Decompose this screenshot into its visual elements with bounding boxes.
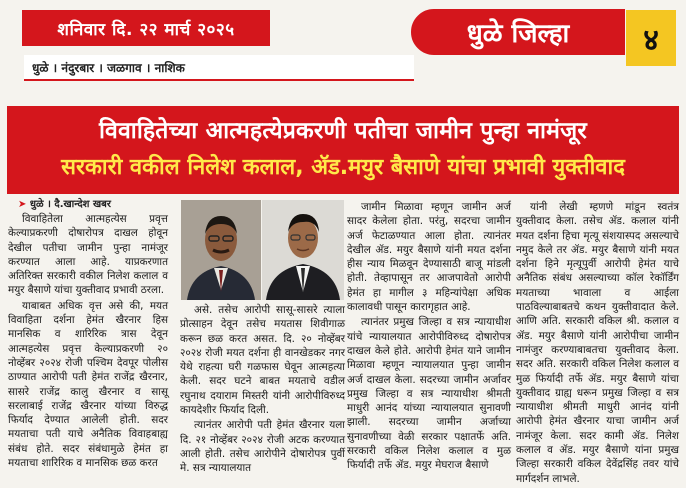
byline-arrow-icon: ➤ — [18, 199, 27, 210]
district-list-text: धुळे । नंदुरबार । जळगाव । नाशिक — [32, 60, 185, 75]
photo-advocate — [262, 200, 344, 300]
paragraph: त्यानंतर प्रमुख जिल्हा व सत्र न्यायाधीश यांचे न्यायालयात आरोपीविरुध्द दोषारोपत्र दाखल केले होते. आरोपी हेमंत याने जामीन मिळावा म्हणून न्यायालयात पुन्हा जामीन अर्ज दाखल केला. सदरच्या जामीन अर्जावर प्रमुख जिल्हा व सत्र न्यायाधीश श्रीमती माधुरी आनंद यांच्या न्यायालयात सुनावणी झाली. सदरच्या जामीन अर्जाच्या सुनावणीच्या वेळी सरकार पक्षातर्फे अति. सरकारी वकिल निलेश कलाल व मुळ फिर्यादी तर्फे ॲड. मयुर मेघराज बैसाणे — [347, 316, 511, 472]
paragraph: त्यानंतर आरोपी पती हेमंत खैरनार यला दि. २१ नोव्हेंबर २०२४ रोजी अटक करण्यात आली होती. तसेच आरोपीने दोषारोपत्र पुर्वी मे. सत्र न्यायालयात — [180, 419, 345, 475]
portrait-man-1-icon — [181, 200, 261, 300]
paragraph: याबाबत अधिक वृत्त असे की, मयत विवाहिता दर्शना हेमंत खैरनार हिस मानसिक व शारिरिक त्रास देवून आत्महत्येस प्रवृत्त केल्याप्रकरणी २० नोव्हेंबर २०२४ रोजी पश्चिम देवपूर पोलीस ठाण्यात आरोपी पती हेमंत राजेंद्र खैरनार, सासरे राजेंद्र कालु खैरनार व सासू सरलाबाई राजेंद्र खैरनार यांच्या विरुद्ध फिर्याद देण्यात आलेली होती. सदर मयताचा पती याचे अनैतिक विवाहबाह्य संबंध होते. सदर संबंधामुळे हेमंत हा मयताचा शारिरिक व मानसिक छळ करत — [8, 299, 168, 470]
article-column-2 — [180, 303, 345, 477]
headline-main: विवाहितेच्या आत्महत्येप्रकरणी पतीचा जामीन पुन्हा नामंजूर — [99, 118, 587, 144]
paragraph: विवाहितेला आत्महत्येस प्रवृत्त केल्याप्रकरणी दोषारोपत्र दाखल होवून देखील पतीचा जामीन पुन्हा नामंजूर करण्यात आला आहे. याप्रकरणात अतिरिक्त सरकारी वकील निलेश कलाल व मयुर बैसाणे यांचा युक्तीवाद प्रभावी ठरला. — [8, 213, 168, 297]
article-column-4 — [516, 200, 679, 487]
headline-sub: सरकारी वकील निलेश कलाल, ॲड.मयुर बैसाणे यांचा प्रभावी युक्तीवाद — [61, 155, 625, 180]
article-column-1 — [8, 212, 168, 471]
headline-box — [7, 106, 679, 194]
masthead — [0, 0, 686, 80]
paragraph: जामीन मिळावा म्हणून जामीन अर्ज सादर केलेला होता. परंतु, सदरचा जामीन अर्ज फेटाळण्यात आला होता. त्यानंतर देखील ॲड. मयुर बैसाणे यांनी मयत दर्शना हीस न्याय मिळवून देण्यासाठी बाजू मांडली होती. तेव्हापासून तर आजपावेतो आरोपी हेमंत हा मागील ३ महिन्यांपेक्षा अधिक कालावधी पासून कारागृहात आहे. — [347, 201, 511, 314]
article-column-3 — [347, 200, 511, 474]
byline — [18, 196, 111, 210]
district-list — [24, 55, 414, 81]
paragraph: असे. तसेच आरोपी सासू-सासरे त्याला प्रोत्साहन देवून तसेच मयतास शिवीगाळ करून छळ करत असत. दि. २० नोव्हेंबर २०२४ रोजी मयत दर्शना ही वानखेडकर नगर येथे राहत्या घरी गळफास घेवून आत्महत्या केली. सदर घटने बाबत मयताचे वडील रघुनाथ दयाराम मिस्तरी यांनी आरोपीविरुध्द कायदेशीर फिर्याद दिली. — [180, 304, 345, 417]
photo-prosecutor — [181, 200, 261, 300]
portrait-man-2-icon — [262, 200, 344, 300]
paragraph: यांनी लेखी म्हणणे मांडून स्वतंत्र युक्तीवाद केला. तसेच ॲड. कलाल यांनी मयत दर्शना हिचा मृत्यू संशयास्पद असल्याचे नमुद केले तर ॲड. मयुर बैसाणे यांनी मयत दर्शना हिने मृत्यूपुर्वी आरोपी हेमंत याचे अनैतिक संबंध असल्याच्या कॉल रेकॉर्डिंग मयताच्या भावाला व आईला पाठविल्याबाबतचे कथन युक्तीवादात केले. आणि अति. सरकारी वकिल श्री. कलाल व ॲड. मयुर बैसाणे यांनी आरोपीचा जामीन नामंजुर करण्याबाबतचा युक्तीवाद केला. सदर अति. सरकारी वकिल निलेश कलाल व मुळ फिर्यादी तर्फे ॲड. मयुर बैसाणे यांचा युक्तीवाद ग्राह्य धरून प्रमुख जिल्हा व सत्र न्यायाधीश श्रीमती माधुरी आनंद यांनी आरोपी हेमंत खैरनार याचा जामीन अर्ज नामंजूर केला. सदर कामी ॲड. निलेश कलाल व ॲड. मयुर बैसाणे यांना प्रमुख जिल्हा सरकारी वकिल देवेंद्रसिंह तवर यांचे मार्गदर्शन लाभले. — [516, 201, 679, 485]
byline-text: धुळे । दै.खान्देश खबर — [29, 199, 111, 210]
section-tag — [408, 6, 628, 58]
page-number: ४ — [626, 10, 676, 66]
issue-date: शनिवार दि. २२ मार्च २०२५ — [22, 10, 270, 46]
section-title: धुळे जिल्हा — [466, 19, 570, 49]
